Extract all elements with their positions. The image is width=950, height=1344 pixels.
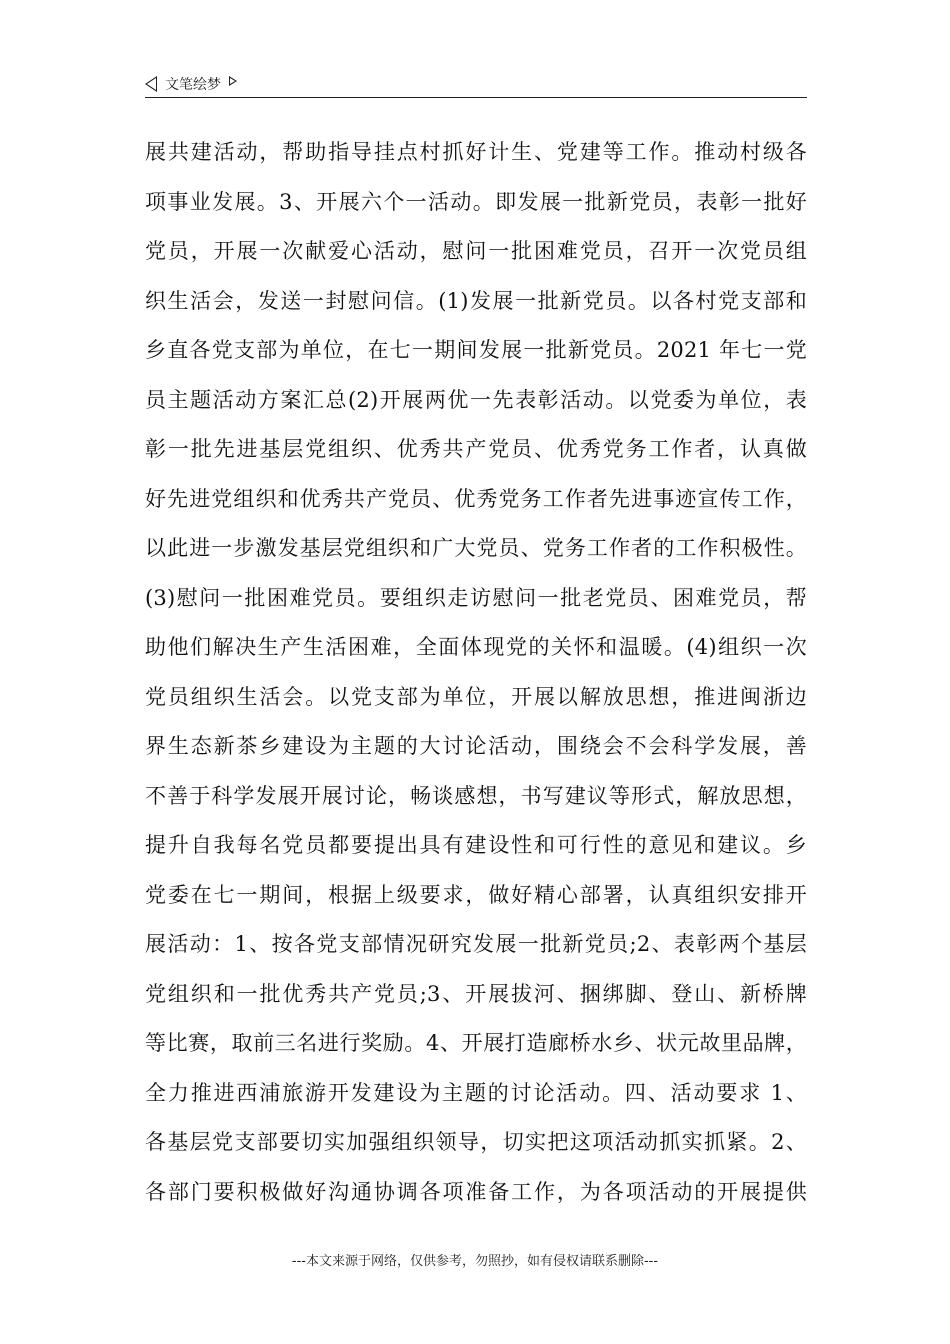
text-line: 党员组织生活会。以党支部为单位，开展以解放思想，推进闽浙边 — [145, 684, 807, 709]
text-line: 彰一批先进基层党组织、优秀共产党员、优秀党务工作者，认真做 — [145, 437, 807, 461]
header-rule — [145, 97, 807, 98]
text-line: 项事业发展。3、开展六个一活动。即发展一批新党员，表彰一批好 — [145, 189, 807, 214]
header-brand — [145, 74, 237, 94]
text-line: 党员，开展一次献爱心活动，慰问一批困难党员，召开一次党员组 — [145, 239, 807, 263]
text-line: 不善于科学发展开展讨论，畅谈感想，书写建议等形式，解放思想， — [145, 783, 807, 808]
text-line: 员主题活动方案汇总(2)开展两优一先表彰活动。以党委为单位，表 — [145, 387, 807, 412]
text-line: 党组织和一批优秀共产党员;3、开展拔河、捆绑脚、登山、新桥牌 — [145, 981, 807, 1006]
page-footer: ---本文来源于网络，仅供参考，勿照抄，如有侵权请联系删除--- — [291, 1254, 659, 1269]
text-line: 好先进党组织和优秀共产党员、优秀党务工作者先进事迹宣传工作， — [145, 486, 807, 511]
text-line: 助他们解决生产生活困难，全面体现党的关怀和温暖。(4)组织一次 — [145, 635, 807, 659]
left-triangle-icon — [145, 76, 157, 92]
text-line: 乡直各党支部为单位，在七一期间发展一批新党员。2021 年七一党 — [145, 338, 807, 362]
text-line: 全力推进西浦旅游开发建设为主题的讨论活动。四、活动要求 1、 — [145, 1080, 807, 1105]
text-line: 各基层党支部要切实加强组织领导，切实把这项活动抓实抓紧。2、 — [145, 1130, 807, 1154]
right-triangle-icon — [229, 76, 237, 86]
text-line: 各部门要积极做好沟通协调各项准备工作，为各项活动的开展提供 — [145, 1179, 807, 1204]
text-line: 提升自我每名党员都要提出具有建设性和可行性的意见和建议。乡 — [145, 833, 807, 857]
text-line: 等比赛，取前三名进行奖励。4、开展打造廊桥水乡、状元故里品牌， — [145, 1031, 807, 1055]
header-brand-label: 文笔绘梦 — [165, 77, 221, 93]
text-line: 展活动：1、按各党支部情况研究发展一批新党员;2、表彰两个基层 — [145, 932, 807, 956]
text-line: 界生态新茶乡建设为主题的大讨论活动，围绕会不会科学发展，善 — [145, 734, 807, 758]
text-line: 织生活会，发送一封慰问信。(1)发展一批新党员。以各村党支部和 — [145, 288, 807, 313]
text-line: (3)慰问一批困难党员。要组织走访慰问一批老党员、困难党员，帮 — [145, 585, 807, 610]
text-line: 以此进一步激发基层党组织和广大党员、党务工作者的工作积极性。 — [145, 536, 807, 560]
body-text — [145, 128, 807, 1217]
page-header — [145, 72, 807, 98]
text-line: 展共建活动，帮助指导挂点村抓好计生、党建等工作。推动村级各 — [145, 140, 807, 164]
text-line: 党委在七一期间，根据上级要求，做好精心部署，认真组织安排开 — [145, 882, 807, 907]
